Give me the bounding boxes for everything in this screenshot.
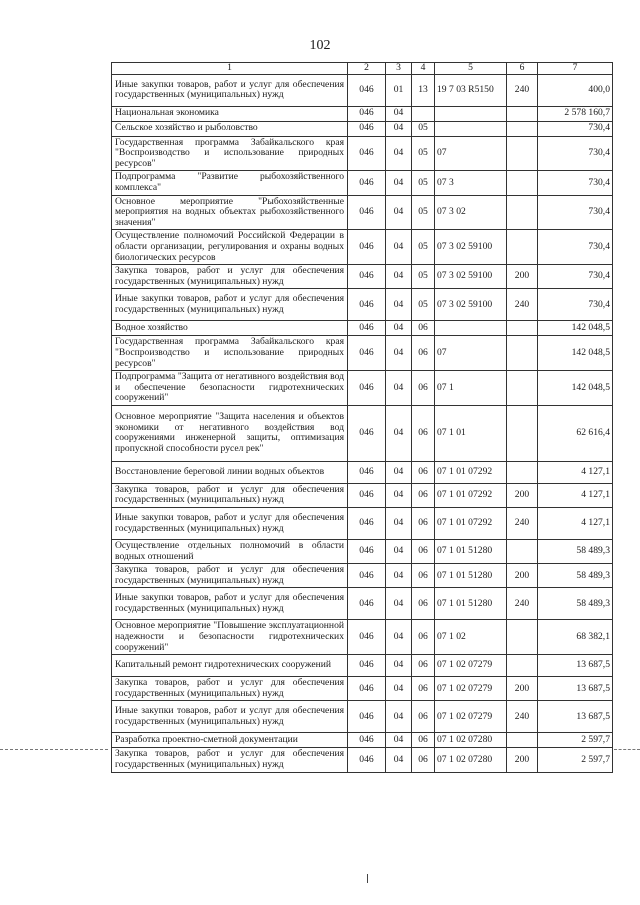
table-row <box>112 405 613 461</box>
expense-type-cell: 240 <box>507 588 538 620</box>
amount-cell: 2 597,7 <box>538 733 613 748</box>
row-name-cell: Закупка товаров, работ и услуг для обеспечения государственных (муниципальных) нужд <box>112 564 348 588</box>
target-article-cell: 07 1 02 07280 <box>435 733 507 748</box>
row-name-cell: Сельское хозяйство и рыболовство <box>112 121 348 136</box>
table-row <box>112 230 613 265</box>
subsection-cell: 05 <box>412 195 435 230</box>
expense-type-cell <box>507 620 538 655</box>
expense-type-cell: 200 <box>507 265 538 289</box>
expense-type-cell <box>507 461 538 483</box>
amount-cell: 4 127,1 <box>538 461 613 483</box>
section-cell: 04 <box>386 564 412 588</box>
section-cell: 04 <box>386 136 412 171</box>
page-number: 102 <box>309 38 331 53</box>
code-cell: 046 <box>348 289 386 321</box>
section-cell: 04 <box>386 461 412 483</box>
target-article-cell: 07 1 02 07279 <box>435 677 507 701</box>
amount-cell: 4 127,1 <box>538 483 613 507</box>
section-cell: 04 <box>386 336 412 371</box>
expense-type-cell: 200 <box>507 677 538 701</box>
column-header: 4 <box>412 63 435 75</box>
subsection-cell: 06 <box>412 508 435 540</box>
code-cell: 046 <box>348 701 386 733</box>
target-article-cell: 07 1 02 07279 <box>435 655 507 677</box>
amount-cell: 13 687,5 <box>538 655 613 677</box>
code-cell: 046 <box>348 171 386 195</box>
target-article-cell: 07 <box>435 336 507 371</box>
target-article-cell <box>435 106 507 121</box>
target-article-cell: 07 1 02 07279 <box>435 701 507 733</box>
target-article-cell: 07 1 01 07292 <box>435 461 507 483</box>
expense-type-cell <box>507 195 538 230</box>
expense-type-cell <box>507 371 538 406</box>
row-name-cell: Государственная программа Забайкальского края "Воспроизводство и использование природных ресурсов" <box>112 336 348 371</box>
expense-type-cell <box>507 336 538 371</box>
row-name-cell: Водное хозяйство <box>112 321 348 336</box>
section-cell: 04 <box>386 588 412 620</box>
section-cell: 04 <box>386 620 412 655</box>
row-name-cell: Капитальный ремонт гидротехнических сооружений <box>112 655 348 677</box>
expense-type-cell <box>507 121 538 136</box>
amount-cell: 730,4 <box>538 230 613 265</box>
subsection-cell: 13 <box>412 74 435 106</box>
subsection-cell: 06 <box>412 588 435 620</box>
section-cell: 04 <box>386 195 412 230</box>
expense-type-cell: 240 <box>507 508 538 540</box>
amount-cell: 730,4 <box>538 136 613 171</box>
table-row <box>112 748 613 772</box>
target-article-cell: 07 1 01 07292 <box>435 483 507 507</box>
code-cell: 046 <box>348 336 386 371</box>
target-article-cell: 07 1 01 51280 <box>435 588 507 620</box>
code-cell: 046 <box>348 461 386 483</box>
table-row <box>112 289 613 321</box>
code-cell: 046 <box>348 121 386 136</box>
table-row <box>112 483 613 507</box>
target-article-cell: 07 1 01 07292 <box>435 508 507 540</box>
expense-type-cell <box>507 171 538 195</box>
row-name-cell: Основное мероприятие "Защита населения и объектов экономики от негативного воздействия вод сооружениями инженерной защиты, оптимизация пропускной способности русел рек" <box>112 405 348 461</box>
table-row <box>112 265 613 289</box>
table-row <box>112 136 613 171</box>
column-header: 7 <box>538 63 613 75</box>
target-article-cell: 07 1 02 07280 <box>435 748 507 772</box>
section-cell: 04 <box>386 405 412 461</box>
table-row <box>112 321 613 336</box>
expense-type-cell: 240 <box>507 701 538 733</box>
column-header: 1 <box>112 63 348 75</box>
code-cell: 046 <box>348 74 386 106</box>
budget-table <box>111 62 613 773</box>
amount-cell: 13 687,5 <box>538 677 613 701</box>
section-cell: 04 <box>386 748 412 772</box>
scan-artifact-line-right <box>614 749 640 751</box>
table-row <box>112 588 613 620</box>
expense-type-cell <box>507 655 538 677</box>
target-article-cell: 07 3 02 59100 <box>435 289 507 321</box>
table-row <box>112 508 613 540</box>
target-article-cell: 07 1 01 <box>435 405 507 461</box>
expense-type-cell: 240 <box>507 74 538 106</box>
expense-type-cell <box>507 321 538 336</box>
code-cell: 046 <box>348 733 386 748</box>
subsection-cell: 06 <box>412 677 435 701</box>
code-cell: 046 <box>348 588 386 620</box>
target-article-cell: 07 1 01 51280 <box>435 540 507 564</box>
table-row <box>112 701 613 733</box>
row-name-cell: Иные закупки товаров, работ и услуг для обеспечения государственных (муниципальных) нужд <box>112 701 348 733</box>
amount-cell: 142 048,5 <box>538 336 613 371</box>
code-cell: 046 <box>348 405 386 461</box>
code-cell: 046 <box>348 620 386 655</box>
row-name-cell: Восстановление береговой линии водных объектов <box>112 461 348 483</box>
expense-type-cell <box>507 230 538 265</box>
section-cell: 01 <box>386 74 412 106</box>
subsection-cell: 06 <box>412 540 435 564</box>
code-cell: 046 <box>348 230 386 265</box>
amount-cell: 730,4 <box>538 265 613 289</box>
row-name-cell: Закупка товаров, работ и услуг для обеспечения государственных (муниципальных) нужд <box>112 677 348 701</box>
subsection-cell: 06 <box>412 461 435 483</box>
target-article-cell <box>435 321 507 336</box>
target-article-cell: 07 <box>435 136 507 171</box>
target-article-cell: 07 3 02 59100 <box>435 265 507 289</box>
expense-type-cell <box>507 540 538 564</box>
section-cell: 04 <box>386 121 412 136</box>
amount-cell: 730,4 <box>538 171 613 195</box>
amount-cell: 2 578 160,7 <box>538 106 613 121</box>
table-row <box>112 171 613 195</box>
subsection-cell: 06 <box>412 336 435 371</box>
amount-cell: 4 127,1 <box>538 508 613 540</box>
row-name-cell: Основное мероприятие "Повышение эксплуатационной надежности и безопасности гидротехнических сооружений" <box>112 620 348 655</box>
table-row <box>112 564 613 588</box>
subsection-cell: 05 <box>412 230 435 265</box>
section-cell: 04 <box>386 171 412 195</box>
table-row <box>112 74 613 106</box>
code-cell: 046 <box>348 483 386 507</box>
section-cell: 04 <box>386 655 412 677</box>
column-header: 6 <box>507 63 538 75</box>
code-cell: 046 <box>348 321 386 336</box>
row-name-cell: Осуществление полномочий Российской Федерации в области организации, регулирования и охраны водных биологических ресурсов <box>112 230 348 265</box>
table-row <box>112 371 613 406</box>
subsection-cell: 06 <box>412 483 435 507</box>
table-row <box>112 461 613 483</box>
table-row <box>112 733 613 748</box>
row-name-cell: Государственная программа Забайкальского края "Воспроизводство и использование природных ресурсов" <box>112 136 348 171</box>
section-cell: 04 <box>386 701 412 733</box>
section-cell: 04 <box>386 265 412 289</box>
subsection-cell <box>412 106 435 121</box>
row-name-cell: Подпрограмма "Развитие рыбохозяйственного комплекса" <box>112 171 348 195</box>
code-cell: 046 <box>348 677 386 701</box>
amount-cell: 142 048,5 <box>538 371 613 406</box>
amount-cell: 13 687,5 <box>538 701 613 733</box>
table-row <box>112 540 613 564</box>
table-row <box>112 195 613 230</box>
table-row <box>112 121 613 136</box>
subsection-cell: 05 <box>412 136 435 171</box>
section-cell: 04 <box>386 230 412 265</box>
target-article-cell: 07 1 <box>435 371 507 406</box>
row-name-cell: Подпрограмма "Защита от негативного воздействия вод и обеспечение безопасности гидротехнических сооружений" <box>112 371 348 406</box>
subsection-cell: 06 <box>412 701 435 733</box>
code-cell: 046 <box>348 748 386 772</box>
code-cell: 046 <box>348 564 386 588</box>
scan-artifact-line-left <box>0 749 108 751</box>
section-cell: 04 <box>386 677 412 701</box>
subsection-cell: 06 <box>412 321 435 336</box>
code-cell: 046 <box>348 371 386 406</box>
row-name-cell: Иные закупки товаров, работ и услуг для обеспечения государственных (муниципальных) нужд <box>112 508 348 540</box>
expense-type-cell <box>507 405 538 461</box>
target-article-cell: 07 1 01 51280 <box>435 564 507 588</box>
expense-type-cell <box>507 136 538 171</box>
target-article-cell: 07 3 02 59100 <box>435 230 507 265</box>
code-cell: 046 <box>348 655 386 677</box>
expense-type-cell <box>507 733 538 748</box>
subsection-cell: 06 <box>412 733 435 748</box>
row-name-cell: Разработка проектно-сметной документации <box>112 733 348 748</box>
row-name-cell: Основное мероприятие "Рыбохозяйственные мероприятия на водных объектах рыбохозяйственного значения" <box>112 195 348 230</box>
row-name-cell: Иные закупки товаров, работ и услуг для обеспечения государственных (муниципальных) нужд <box>112 289 348 321</box>
amount-cell: 58 489,3 <box>538 564 613 588</box>
target-article-cell: 07 3 <box>435 171 507 195</box>
target-article-cell: 19 7 03 R5150 <box>435 74 507 106</box>
code-cell: 046 <box>348 265 386 289</box>
section-cell: 04 <box>386 508 412 540</box>
column-header: 2 <box>348 63 386 75</box>
amount-cell: 730,4 <box>538 289 613 321</box>
section-cell: 04 <box>386 483 412 507</box>
subsection-cell: 05 <box>412 265 435 289</box>
section-cell: 04 <box>386 371 412 406</box>
target-article-cell <box>435 121 507 136</box>
code-cell: 046 <box>348 136 386 171</box>
table-row <box>112 336 613 371</box>
subsection-cell: 06 <box>412 655 435 677</box>
subsection-cell: 05 <box>412 121 435 136</box>
section-cell: 04 <box>386 289 412 321</box>
section-cell: 04 <box>386 321 412 336</box>
section-cell: 04 <box>386 540 412 564</box>
row-name-cell: Иные закупки товаров, работ и услуг для обеспечения государственных (муниципальных) нужд <box>112 74 348 106</box>
code-cell: 046 <box>348 540 386 564</box>
table-row <box>112 620 613 655</box>
amount-cell: 400,0 <box>538 74 613 106</box>
table-row <box>112 106 613 121</box>
subsection-cell: 06 <box>412 405 435 461</box>
subsection-cell: 06 <box>412 748 435 772</box>
code-cell: 046 <box>348 195 386 230</box>
table-row <box>112 677 613 701</box>
amount-cell: 62 616,4 <box>538 405 613 461</box>
subsection-cell: 06 <box>412 564 435 588</box>
code-cell: 046 <box>348 106 386 121</box>
target-article-cell: 07 1 02 <box>435 620 507 655</box>
subsection-cell: 05 <box>412 171 435 195</box>
code-cell: 046 <box>348 508 386 540</box>
expense-type-cell: 200 <box>507 483 538 507</box>
amount-cell: 68 382,1 <box>538 620 613 655</box>
amount-cell: 730,4 <box>538 121 613 136</box>
row-name-cell: Закупка товаров, работ и услуг для обеспечения государственных (муниципальных) нужд <box>112 265 348 289</box>
expense-type-cell <box>507 106 538 121</box>
table-header-row <box>112 63 613 75</box>
expense-type-cell: 200 <box>507 748 538 772</box>
section-cell: 04 <box>386 106 412 121</box>
row-name-cell: Закупка товаров, работ и услуг для обеспечения государственных (муниципальных) нужд <box>112 748 348 772</box>
subsection-cell: 06 <box>412 371 435 406</box>
expense-type-cell: 240 <box>507 289 538 321</box>
scan-artifact-mark <box>367 874 368 883</box>
row-name-cell: Национальная экономика <box>112 106 348 121</box>
amount-cell: 142 048,5 <box>538 321 613 336</box>
column-header: 5 <box>435 63 507 75</box>
amount-cell: 2 597,7 <box>538 748 613 772</box>
expense-type-cell: 200 <box>507 564 538 588</box>
subsection-cell: 05 <box>412 289 435 321</box>
subsection-cell: 06 <box>412 620 435 655</box>
column-header: 3 <box>386 63 412 75</box>
amount-cell: 58 489,3 <box>538 588 613 620</box>
row-name-cell: Иные закупки товаров, работ и услуг для обеспечения государственных (муниципальных) нужд <box>112 588 348 620</box>
amount-cell: 58 489,3 <box>538 540 613 564</box>
section-cell: 04 <box>386 733 412 748</box>
amount-cell: 730,4 <box>538 195 613 230</box>
row-name-cell: Осуществление отдельных полномочий в области водных отношений <box>112 540 348 564</box>
target-article-cell: 07 3 02 <box>435 195 507 230</box>
row-name-cell: Закупка товаров, работ и услуг для обеспечения государственных (муниципальных) нужд <box>112 483 348 507</box>
table-row <box>112 655 613 677</box>
